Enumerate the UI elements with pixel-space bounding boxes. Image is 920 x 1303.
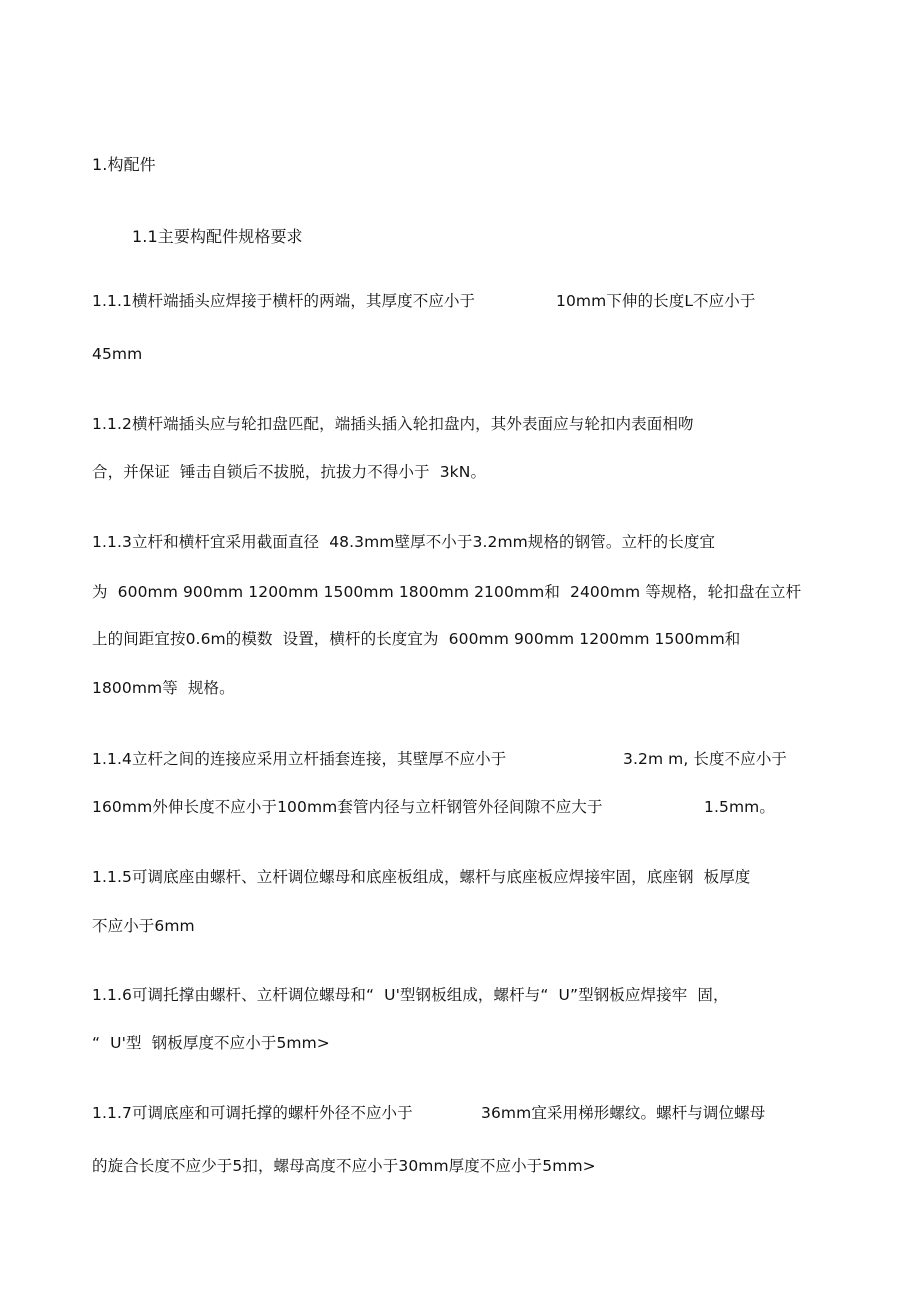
paragraph-1-1-4-line: 1.5mm。 xyxy=(704,798,775,816)
paragraph-1-1-5-line: 1.1.5可调底座由螺杆、立杆调位螺母和底座板组成，螺杆与底座板应焊接牢固，底座钢 板厚度 xyxy=(92,868,751,886)
paragraph-1-1-3-line: 为 600mm 900mm 1200mm 1500mm 1800mm 2100mm和 2400mm 等规格，轮扣盘在立杆 xyxy=(92,583,802,601)
paragraph-1-1-4-line: 160mm外伸长度不应小于100mm套管内径与立杆钢管外径间隙不应大于 xyxy=(92,798,603,816)
paragraph-1-1-2-line: 1.1.2横杆端插头应与轮扣盘匹配，端插头插入轮扣盘内，其外表面应与轮扣内表面相吻 xyxy=(92,415,694,433)
heading-1-1: 1.1主要构配件规格要求 xyxy=(132,227,303,246)
paragraph-1-1-7-line: 1.1.7可调底座和可调托撑的螺杆外径不应小于 xyxy=(92,1104,413,1122)
paragraph-1-1-5-line: 不应小于6mm xyxy=(92,917,195,935)
heading-1: 1.构配件 xyxy=(92,155,156,174)
paragraph-1-1-4-line: 3.2m m, 长度不应小于 xyxy=(623,750,788,768)
paragraph-1-1-6-line: 1.1.6可调托撑由螺杆、立杆调位螺母和“ U'型钢板组成，螺杆与“ U”型钢板应焊接牢 固， xyxy=(92,986,729,1004)
paragraph-1-1-1-line: 10mm下伸的长度L不应小于 xyxy=(556,292,756,310)
paragraph-1-1-3-line: 1800mm等 规格。 xyxy=(92,679,235,697)
paragraph-1-1-1-line: 1.1.1横杆端插头应焊接于横杆的两端，其厚度不应小于 xyxy=(92,292,476,310)
paragraph-1-1-3-line: 1.1.3立杆和横杆宜采用截面直径 48.3mm壁厚不小于3.2mm规格的钢管。立杆的长度宜 xyxy=(92,533,716,551)
paragraph-1-1-3-line: 上的间距宜按0.6m的模数 设置，横杆的长度宜为 600mm 900mm 1200mm 1500mm和 xyxy=(92,630,741,648)
paragraph-1-1-1-line: 45mm xyxy=(92,345,143,363)
paragraph-1-1-7-line: 的旋合长度不应少于5扣，螺母高度不应小于30mm厚度不应小于5mm> xyxy=(92,1157,596,1175)
paragraph-1-1-4-line: 1.1.4立杆之间的连接应采用立杆插套连接，其壁厚不应小于 xyxy=(92,750,507,768)
paragraph-1-1-7-line: 36mm宜采用梯形螺纹。螺杆与调位螺母 xyxy=(481,1104,766,1122)
paragraph-1-1-2-line: 合，并保证 锤击自锁后不拔脱，抗拔力不得小于 3kN。 xyxy=(92,463,487,481)
paragraph-1-1-6-line: “ U'型 钢板厚度不应小于5mm> xyxy=(92,1034,330,1052)
